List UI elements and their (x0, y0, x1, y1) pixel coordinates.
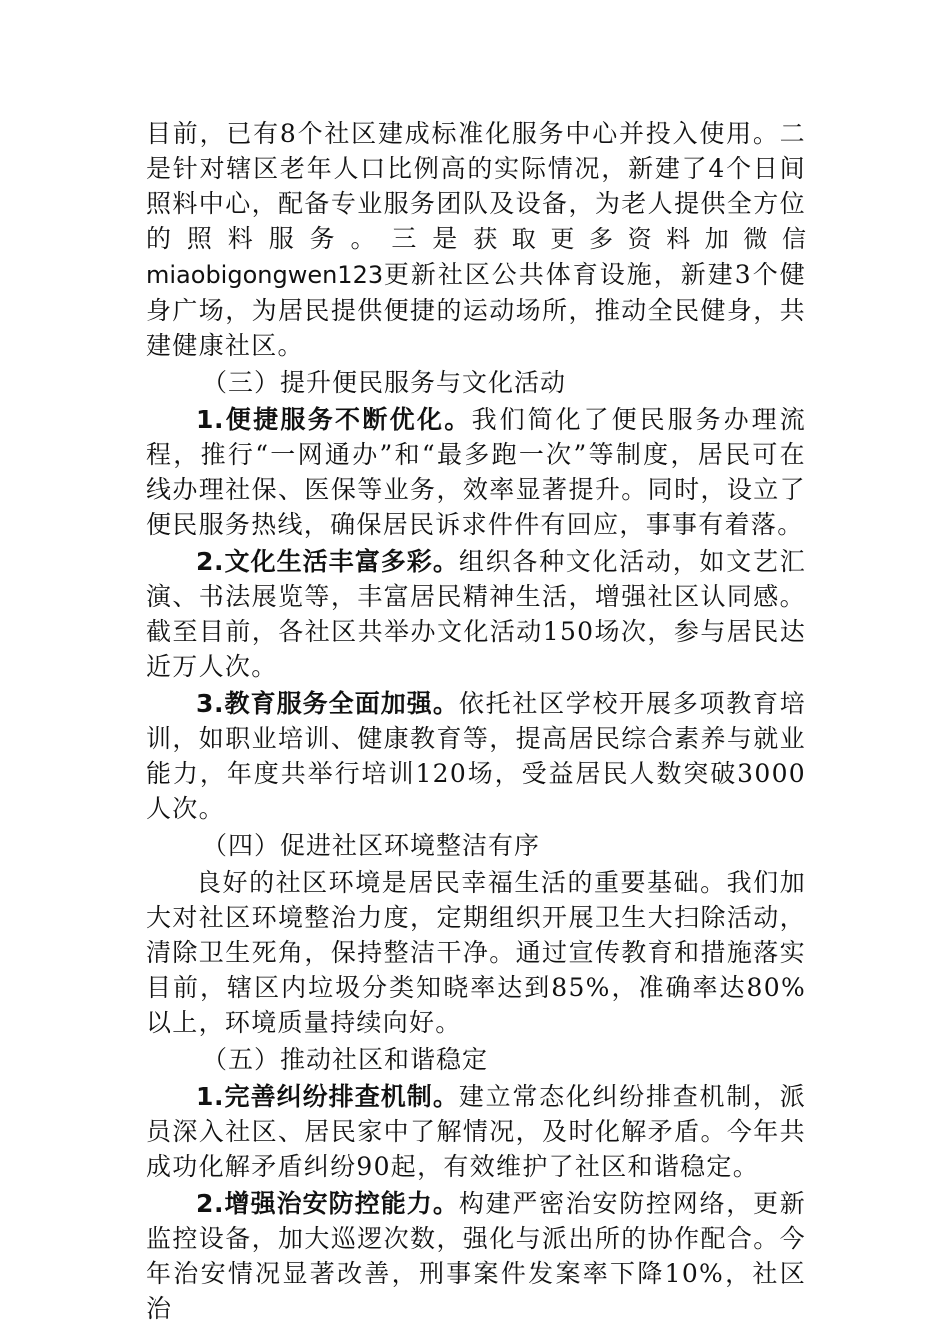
paragraph-lead: 2.增强治安防控能力。 (196, 1189, 459, 1218)
wechat-watermark-text: 获取更多资料加微信 miaobigongwen123 (146, 225, 806, 289)
paragraph-lead: 2.文化生活丰富多彩。 (196, 547, 459, 576)
document-body (146, 116, 806, 1326)
paragraph-environment: 良好的社区环境是居民幸福生活的重要基础。我们加大对社区环境整治力度，定期组织开展卫生大扫除活动，清除卫生死角，保持整洁干净。通过宣传教育和措施落实目前，辖区内垃圾分类知晓率达到85%，准确率达80%以上，环境质量持续向好。 (146, 868, 806, 1037)
paragraph-text: 我们简化了便民服务办理流程，推行“一网通办”和“最多跑一次”等制度，居民可在线办理社保、医保等业务，效率显著提升。同时，设立了便民服务热线，确保居民诉求件件有回应，事事有着落。 (146, 405, 806, 539)
paragraph-dispute-resolution (146, 1079, 806, 1184)
paragraph-lead: 3.教育服务全面加强。 (196, 689, 459, 718)
paragraph-convenient-service (146, 402, 806, 542)
paragraph-public-security (146, 1186, 806, 1326)
paragraph-health-facilities (146, 116, 806, 363)
paragraph-text: 构建严密治安防控网络，更新监控设备，加大巡逻次数，强化与派出所的协作配合。今年治安情况显著改善，刑事案件发案率下降10%，社区治 (146, 1189, 806, 1323)
section-heading-4: （四）促进社区环境整洁有序 (202, 831, 541, 860)
paragraph-text: 更新社区公共体育设施，新建3个健身广场，为居民提供便捷的运动场所，推动全民健身，共建健康社区。 (146, 260, 806, 360)
section-heading-5: （五）推动社区和谐稳定 (202, 1045, 489, 1074)
section-heading-3: （三）提升便民服务与文化活动 (202, 368, 567, 397)
paragraph-education-service (146, 686, 806, 826)
paragraph-lead: 1.完善纠纷排查机制。 (196, 1082, 459, 1111)
paragraph-text: 建立常态化纠纷排查机制，派员深入社区、居民家中了解情况，及时化解矛盾。今年共成功化解矛盾纠纷90起，有效维护了社区和谐稳定。 (146, 1082, 806, 1181)
paragraph-text: 目前，已有8个社区建成标准化服务中心并投入使用。二是针对辖区老年人口比例高的实际情况，新建了4个日间照料中心，配备专业服务团队及设备，为老人提供全方位的照料服务。三是 (146, 119, 806, 253)
paragraph-cultural-life (146, 544, 806, 684)
paragraph-text: 组织各种文化活动，如文艺汇演、书法展览等，丰富居民精神生活，增强社区认同感。截至目前，各社区共举办文化活动150场次，参与居民达近万人次。 (146, 547, 806, 681)
paragraph-lead: 1.便捷服务不断优化。 (196, 405, 472, 434)
paragraph-text: 依托社区学校开展多项教育培训，如职业培训、健康教育等，提高居民综合素养与就业能力，年度共举行培训120场，受益居民人数突破3000人次。 (146, 689, 806, 823)
